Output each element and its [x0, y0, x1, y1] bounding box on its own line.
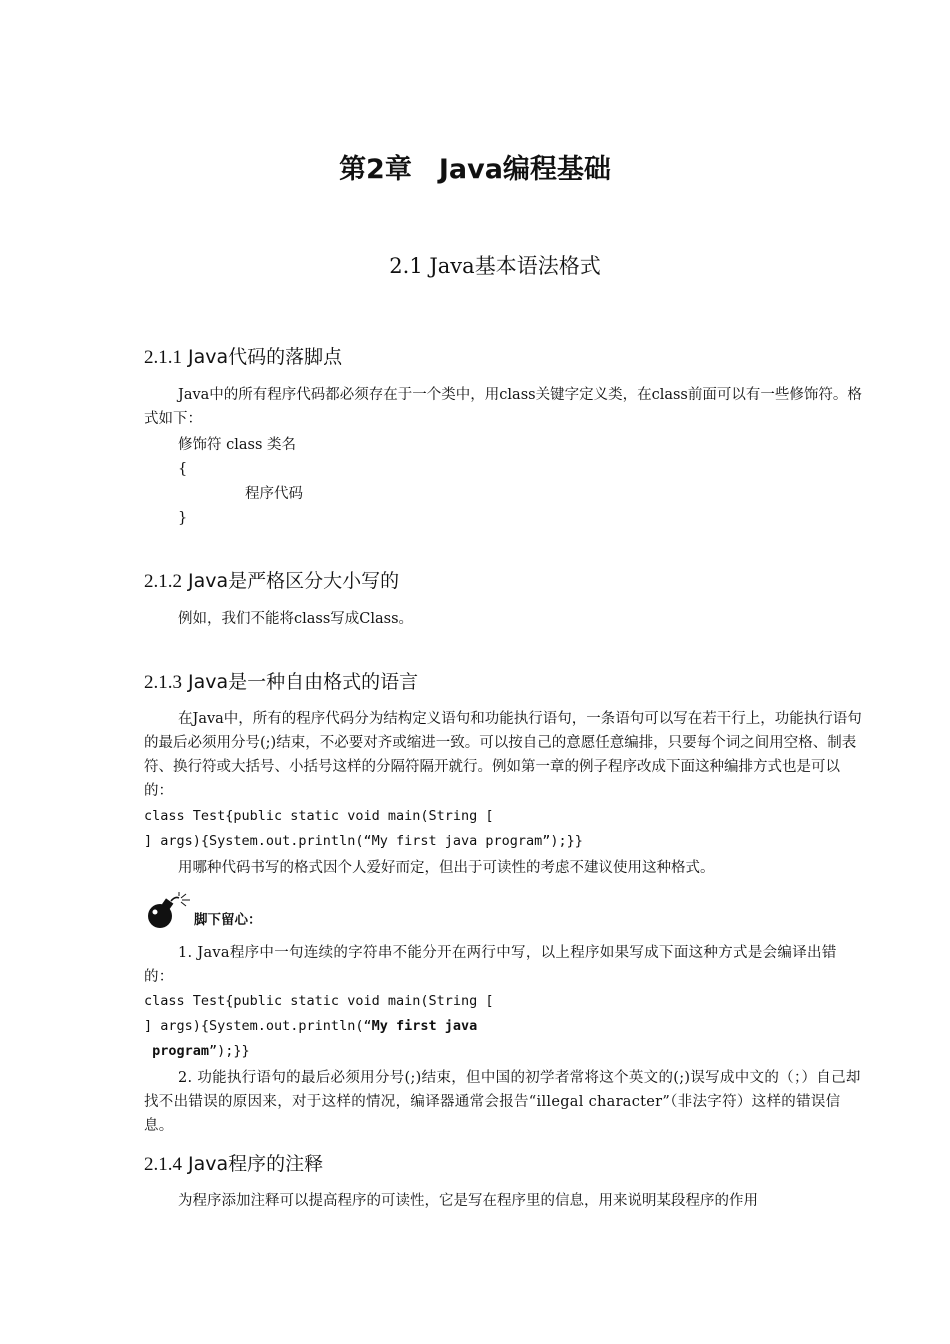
- paragraph: 用哪种代码书写的格式因个人爱好而定，但出于可读性的考虑不建议使用这种格式。: [178, 860, 715, 876]
- subsection-heading: [144, 668, 418, 697]
- code-fragment: ] args){System.out.println(“: [144, 1018, 372, 1034]
- subsection-number: 2.1.4: [144, 1154, 182, 1175]
- subsection-heading: [144, 567, 399, 596]
- code-line: [144, 1039, 250, 1063]
- code-fragment: ”);}}: [209, 1043, 250, 1059]
- warning-item: 2. 功能执行语句的最后必须用分号(;)结束，但中国的初学者常将这个英文的(;)误写成中文的（；）自己却找不出错误的原因来，对于这样的情况，编译器通常会报告“illegal character”（非法字符）这样的错误信息。: [144, 1070, 861, 1134]
- code-line: {: [178, 461, 188, 477]
- code-line: 程序代码: [245, 486, 303, 502]
- subsection-heading: [144, 343, 342, 372]
- subsection-title: Java是严格区分大小写的: [188, 570, 400, 592]
- subsection-number: 2.1.1: [144, 347, 182, 368]
- code-line: ] args){System.out.println(“My first java program”);}}: [144, 833, 583, 849]
- subsection-title: Java程序的注释: [188, 1153, 324, 1175]
- code-line: 修饰符 class 类名: [178, 437, 297, 453]
- subsection-title: Java是一种自由格式的语言: [188, 671, 419, 693]
- code-line: }: [178, 510, 188, 526]
- paragraph: 在Java中，所有的程序代码分为结构定义语句和功能执行语句，一条语句可以写在若干行上，功能执行语句的最后必须用分号(;)结束，不必要对齐或缩进一致。可以按自己的意愿任意编排，只要每个词之间用空格、制表符、换行符或大括号、小括号这样的分隔符隔开就行。例如第一章的例子程序改成下面这种编排方式也是可以的：: [144, 711, 862, 799]
- paragraph: 例如，我们不能将class写成Class。: [178, 611, 414, 627]
- bomb-icon: [144, 892, 194, 936]
- subsection-number: 2.1.2: [144, 571, 182, 592]
- code-fragment: program: [144, 1043, 210, 1059]
- code-fragment: My first java: [371, 1018, 478, 1034]
- chapter-title: 第2章 Java编程基础: [339, 154, 611, 185]
- code-line: class Test{public static void main(String [: [144, 993, 494, 1009]
- paragraph: 为程序添加注释可以提高程序的可读性，它是写在程序里的信息，用来说明某段程序的作用: [178, 1193, 758, 1209]
- code-line: [144, 1014, 477, 1038]
- subsection-number: 2.1.3: [144, 672, 182, 693]
- subsection-heading: [144, 1150, 323, 1179]
- warning-item: 1. Java程序中一句连续的字符串不能分开在两行中写，以上程序如果写成下面这种方式是会编译出错的：: [144, 945, 837, 985]
- paragraph: Java中的所有程序代码都必须存在于一个类中，用class关键字定义类，在class前面可以有一些修饰符。格式如下：: [144, 387, 862, 427]
- warning-label: 脚下留心：: [194, 912, 262, 928]
- code-line: class Test{public static void main(String [: [144, 808, 494, 824]
- section-title: 2.1 Java基本语法格式: [389, 254, 601, 278]
- subsection-title: Java代码的落脚点: [188, 346, 343, 368]
